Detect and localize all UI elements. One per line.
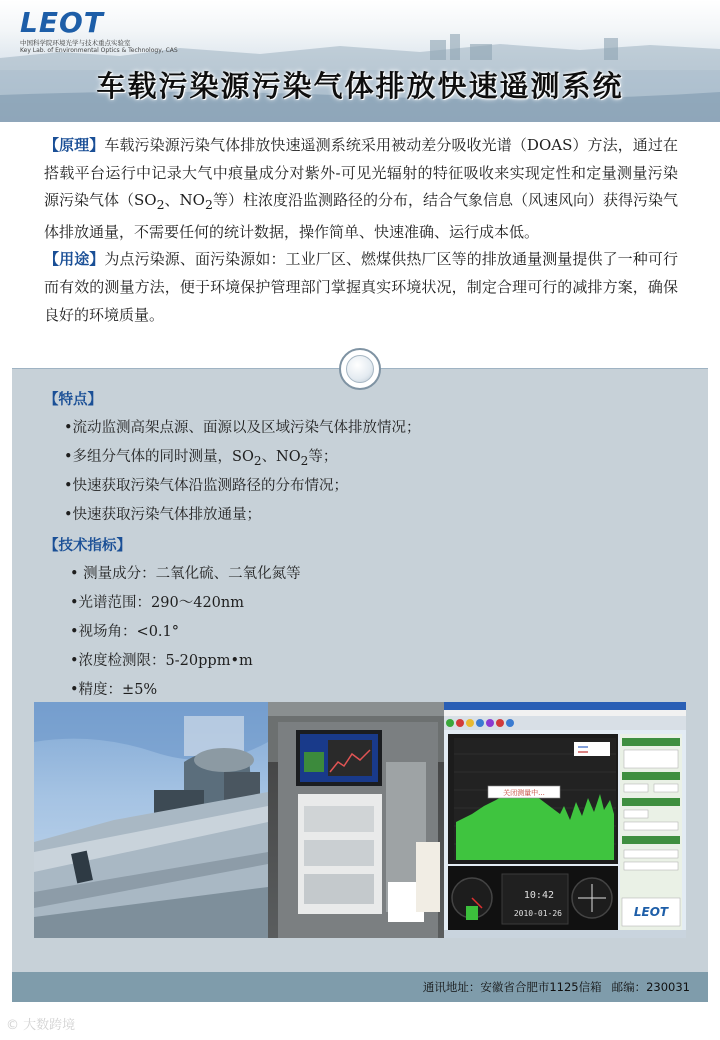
logo-cn-text: 中国科学院环境光学与技术重点实验室 [20,39,131,47]
features-title: 【特点】 [44,391,102,408]
software-window [444,702,686,938]
so2-subscript: 2 [253,453,262,468]
leot-logo [20,8,178,54]
principle-tag: 【原理】 [44,136,105,154]
divider-ring-ornament [339,348,381,390]
screen-logo-text: LEOT [633,905,669,919]
feature-item [44,443,644,472]
logo-mark: LEOT [20,6,104,39]
principle-text-2: 、NO [164,191,205,210]
spec-item: •浓度检测限：5-20ppm•m [70,653,253,669]
usage-tag: 【用途】 [44,250,105,269]
specs-title: 【技术指标】 [44,537,131,554]
watermark: © 大数跨境 [6,1018,76,1033]
footer-bar [12,972,708,1002]
footer-address: 通讯地址：安徽省合肥市1125信箱 [422,980,602,994]
principle-text-1: 车载污染源污染气体排放快速遥测系统采用被动差分吸收光谱（DOAS）方法，通过在搭载平台运行中记录大气中痕量成分对紫外-可见光辐射的特征吸收来实现定性和定量测量污染源污染气体（SO [44,136,678,210]
spec-item: •视场角：<0.1° [70,624,180,640]
rack-illustration [268,702,444,938]
principle-text-3: 等）柱浓度沿监测路径的分布，结合气象信息（风速风向）获得污染气体排放通量，不需要任何的统计数据，操作简单、快速准确、运行成本低。 [44,191,678,241]
feature-item: •流动监测高架点源、面源以及区域污染气体排放情况； [64,420,421,436]
ring-center [346,355,374,383]
spec-item: •光谱范围：290～420nm [70,595,244,611]
logo-en-text: Key Lab. of Environmental Optics & Technology, CAS [20,47,178,54]
feature-item: •快速获取污染气体沿监测路径的分布情况； [64,478,349,494]
feature-item-text: •多组分气体的同时测量，SO [64,449,254,465]
so2-subscript: 2 [156,197,165,213]
screen-dialog-text: 关闭测量中... [503,789,545,797]
page-title: 车载污染源污染气体排放快速遥测系统 [96,69,624,103]
usage-paragraph [44,246,678,329]
no2-subscript: 2 [204,197,213,213]
no2-subscript: 2 [300,453,309,468]
vehicle-photo [34,702,268,938]
intro-section [44,132,678,329]
footer-contact [423,972,690,1002]
principle-paragraph [44,132,678,246]
screen-time-text: 10:42 [523,890,554,901]
spec-item: •精度：±5% [70,682,158,698]
screen-date-text: 2010-01-26 [513,909,562,918]
software-screenshot [444,702,686,938]
header-banner [0,0,720,122]
features-section [44,386,644,705]
spec-item: • 测量成分：二氧化硫、二氧化氮等 [70,566,301,582]
feature-item-text: 等； [308,449,338,465]
feature-item-text: 、NO [261,449,301,465]
instrument-rack-photo [268,702,444,938]
usage-text: 为点污染源、面污染源如：工业厂区、燃煤供热厂区等的排放通量测量提供了一种可行而有效的测量方法，便于环境保护管理部门掌握真实环境状况，制定合理可行的减排方案，确保良好的环境质量。 [44,250,678,324]
vehicle-illustration [34,702,268,938]
feature-item: •快速获取污染气体排放通量； [64,507,262,523]
footer-postcode: 邮编：230031 [611,980,690,994]
